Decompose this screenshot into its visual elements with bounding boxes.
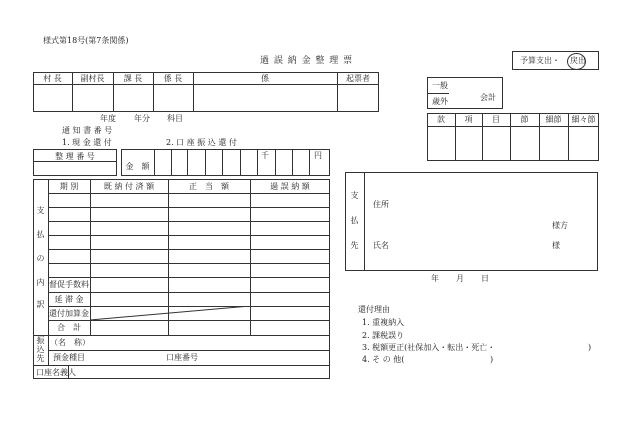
payee-care-of: 様方 bbox=[552, 221, 568, 230]
budget-box-circled-text: 戻出 bbox=[570, 56, 586, 65]
transfer-label-komi: 込 bbox=[36, 345, 45, 354]
reason-item-4-close: ) bbox=[490, 355, 494, 364]
breakdown-row-line bbox=[48, 221, 330, 222]
diagonal-strike bbox=[90, 306, 250, 320]
breakdown-row-line bbox=[48, 320, 330, 321]
payee-side-line bbox=[364, 172, 365, 271]
breakdown-row-line bbox=[48, 207, 330, 208]
amount-unit-yen: 円 bbox=[314, 151, 322, 160]
header-paid-amount: 既 納 付 済 額 bbox=[103, 182, 155, 191]
header-period: 期 別 bbox=[59, 182, 79, 191]
account-box-divider bbox=[427, 93, 449, 94]
transfer-deposit-type: 預金種目 bbox=[53, 353, 85, 362]
row-label-refund-interest: 還付加算金 bbox=[49, 309, 89, 318]
seiri-bango-label: 整 理 番 号 bbox=[55, 152, 95, 161]
notice-number-label: 通 知 書 番 号 bbox=[62, 126, 113, 135]
breakdown-row-line bbox=[48, 277, 330, 278]
transfer-label-saki: 先 bbox=[36, 354, 45, 363]
side-label-wake: 訳 bbox=[36, 300, 45, 309]
breakdown-col-line bbox=[250, 179, 251, 335]
reasons-title: 還付理由 bbox=[358, 305, 390, 314]
budget-box-text: 予算支出・ bbox=[520, 56, 560, 65]
side-label-shi: 支 bbox=[36, 206, 45, 215]
breakdown-row-line bbox=[33, 335, 330, 336]
transfer-label-furi: 振 bbox=[36, 336, 45, 345]
budget-header-saisaisetsu: 細々節 bbox=[571, 115, 596, 124]
approval-header-staff: 係 bbox=[261, 74, 269, 83]
budget-box bbox=[512, 51, 599, 70]
form-title: 過 誤 納 金 整 理 票 bbox=[260, 56, 354, 66]
payee-honorific: 様 bbox=[552, 241, 560, 250]
breakdown-row-line bbox=[48, 292, 330, 293]
amount-col-line bbox=[292, 149, 293, 176]
payment-method-bank: 2. 口 座 振 込 還 付 bbox=[166, 138, 237, 147]
seiri-bango-divider bbox=[33, 161, 117, 162]
budget-header-moku: 目 bbox=[492, 115, 500, 124]
row-label-late-fee: 延 滞 金 bbox=[54, 295, 84, 304]
payment-method-cash: 1. 現 金 還 付 bbox=[62, 138, 112, 147]
amount-col-line bbox=[222, 149, 223, 176]
approval-header-village-head: 村 長 bbox=[43, 74, 62, 83]
breakdown-row-line bbox=[48, 249, 330, 250]
approval-header-drafter: 起票者 bbox=[346, 74, 370, 83]
approval-header-section-chief: 課 長 bbox=[123, 74, 143, 83]
reason-item-4: 4. そ の 他( bbox=[362, 355, 405, 364]
payee-address-label: 住所 bbox=[373, 200, 389, 209]
amount-col-line bbox=[205, 149, 206, 176]
payee-label-saki: 先 bbox=[350, 241, 359, 250]
date-day: 日 bbox=[481, 274, 489, 283]
amount-unit-thousand: 千 bbox=[261, 151, 269, 160]
budget-header-setsu: 節 bbox=[520, 115, 529, 124]
account-extra: 歳外 bbox=[432, 97, 448, 106]
fiscal-year: 年度 bbox=[100, 114, 116, 123]
amount-col-line bbox=[171, 149, 172, 176]
payee-name-label: 氏名 bbox=[373, 241, 389, 250]
transfer-name-label: （名 称） bbox=[50, 338, 90, 347]
reason-item-1: 1. 重複納入 bbox=[362, 318, 405, 327]
row-label-reminder-fee: 督促手数料 bbox=[49, 280, 89, 289]
side-label-uchi: 内 bbox=[36, 278, 45, 287]
transfer-row-line bbox=[33, 365, 330, 366]
side-label-no: の bbox=[36, 254, 45, 263]
approval-table-divider bbox=[33, 84, 379, 85]
date-year: 年 bbox=[431, 274, 439, 283]
header-overpaid-amount: 過 誤 納 額 bbox=[270, 182, 310, 191]
amount-col-line bbox=[187, 149, 188, 176]
amount-label: 金 額 bbox=[125, 162, 150, 171]
amount-col-line bbox=[309, 149, 310, 176]
header-correct-amount: 正 当 額 bbox=[189, 182, 229, 191]
account-suffix: 会計 bbox=[480, 93, 496, 102]
budget-header-saisetsu: 細節 bbox=[545, 115, 562, 124]
date-month: 月 bbox=[456, 274, 464, 283]
amount-col-line bbox=[240, 149, 241, 176]
budget-class-divider bbox=[427, 126, 599, 127]
breakdown-row-line bbox=[48, 263, 330, 264]
breakdown-row-line bbox=[48, 193, 330, 194]
side-label-harai: 払 bbox=[36, 230, 45, 239]
account-general: 一般 bbox=[432, 81, 448, 90]
approval-header-deputy: 副村長 bbox=[80, 74, 105, 83]
amount-col-line bbox=[257, 149, 258, 176]
amount-col-line bbox=[275, 149, 276, 176]
seiri-bango-box bbox=[33, 149, 117, 176]
fiscal-item: 科目 bbox=[167, 114, 183, 123]
transfer-account-holder: 口座名義人 bbox=[36, 368, 76, 377]
payee-label-shi: 支 bbox=[350, 191, 359, 200]
budget-header-kan: 款 bbox=[437, 115, 445, 124]
fiscal-period: 年分 bbox=[134, 114, 150, 123]
reason-item-2: 2. 課税誤り bbox=[362, 331, 405, 340]
reason-item-3-close: ) bbox=[588, 343, 592, 352]
transfer-row-line bbox=[48, 350, 330, 351]
breakdown-table bbox=[33, 179, 330, 379]
reason-item-3: 3. 税額更正(社保加入・転出・死亡・ bbox=[362, 343, 496, 352]
breakdown-row-line bbox=[48, 235, 330, 236]
payee-label-harai: 払 bbox=[350, 216, 359, 225]
row-label-total: 合 計 bbox=[57, 323, 81, 332]
approval-header-unit-chief: 係 長 bbox=[163, 74, 183, 83]
transfer-account-number: 口座番号 bbox=[166, 353, 198, 362]
form-id: 様式第18号(第7条関係) bbox=[43, 36, 129, 45]
budget-header-kou: 項 bbox=[464, 115, 473, 124]
amount-col-line bbox=[154, 149, 155, 176]
